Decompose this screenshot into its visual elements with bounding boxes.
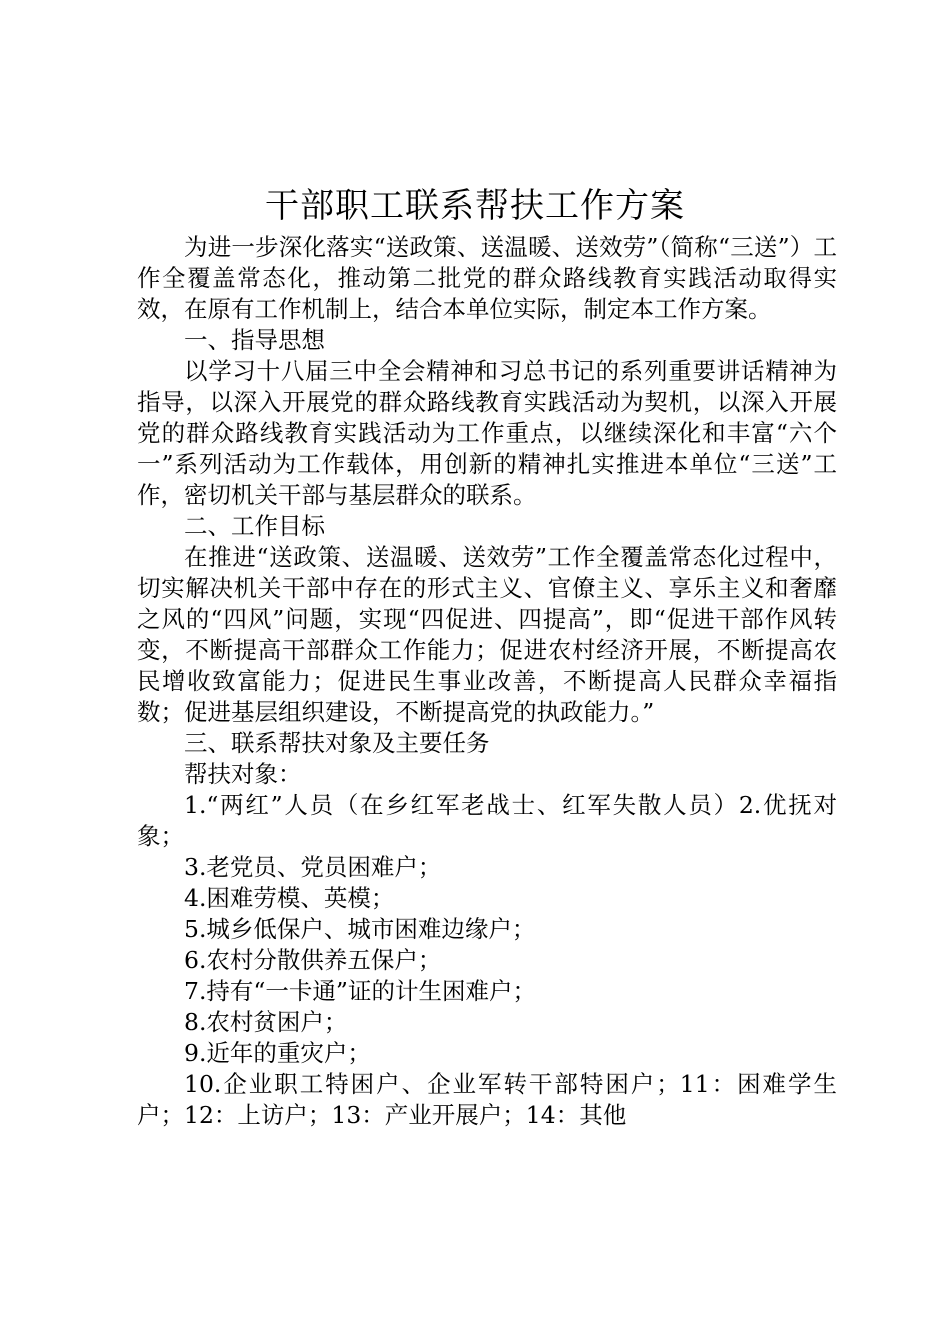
list-item: 3.老党员、党员困难户； [184,853,442,881]
list-item: 7.持有“一卡通”证的计生困难户； [184,977,536,1005]
list-item: 5.城乡低保户、城市困难边缘户； [184,915,536,943]
list-item: 1.“两红”人员（在乡红军老战士、红军失散人员）2.优抚对象； [137,791,837,850]
section-heading-guiding-ideology: 一、指导思想 [184,326,325,354]
paragraph-intro: 为进一步深化落实“送政策、送温暖、送效劳”（简称“三送”）工作全覆盖常态化，推动第二批党的群众路线教育实践活动取得实效，在原有工作机制上，结合本单位实际，制定本工作方案。 [137,233,837,323]
subheading-assistance-targets: 帮扶对象： [184,760,302,788]
list-item: 9.近年的重灾户； [184,1039,371,1067]
paragraph-guiding-ideology: 以学习十八届三中全会精神和习总书记的系列重要讲话精神为指导，以深入开展党的群众路线教育实践活动为契机，以深入开展党的群众路线教育实践活动为工作重点，以继续深化和丰富“六个一”系列活动为工作载体，用创新的精神扎实推进本单位“三送”工作，密切机关干部与基层群众的联系。 [137,357,837,509]
document-title: 干部职工联系帮扶工作方案 [265,186,685,226]
paragraph-work-goals: 在推进“送政策、送温暖、送效劳”工作全覆盖常态化过程中，切实解决机关干部中存在的形式主义、官僚主义、享乐主义和奢靡之风的“四风”问题，实现“四促进、四提高”，即“促进干部作风转变，不断提高干部群众工作能力；促进农村经济开展，不断提高农民增收致富能力；促进民生事业改善，不断提高人民群众幸福指数；促进基层组织建设，不断提高党的执政能力。” [137,543,837,726]
section-heading-work-goals: 二、工作目标 [184,512,325,540]
list-item: 6.农村分散供养五保户； [184,946,442,974]
list-item: 8.农村贫困户； [184,1008,348,1036]
list-item: 4.困难劳模、英模； [184,884,395,912]
section-heading-assistance-targets: 三、联系帮扶对象及主要任务 [184,729,490,757]
list-item: 10.企业职工特困户、企业军转干部特困户；11：困难学生户；12：上访户；13：产业开展户；14：其他 [137,1070,837,1129]
document-body [137,232,837,1131]
